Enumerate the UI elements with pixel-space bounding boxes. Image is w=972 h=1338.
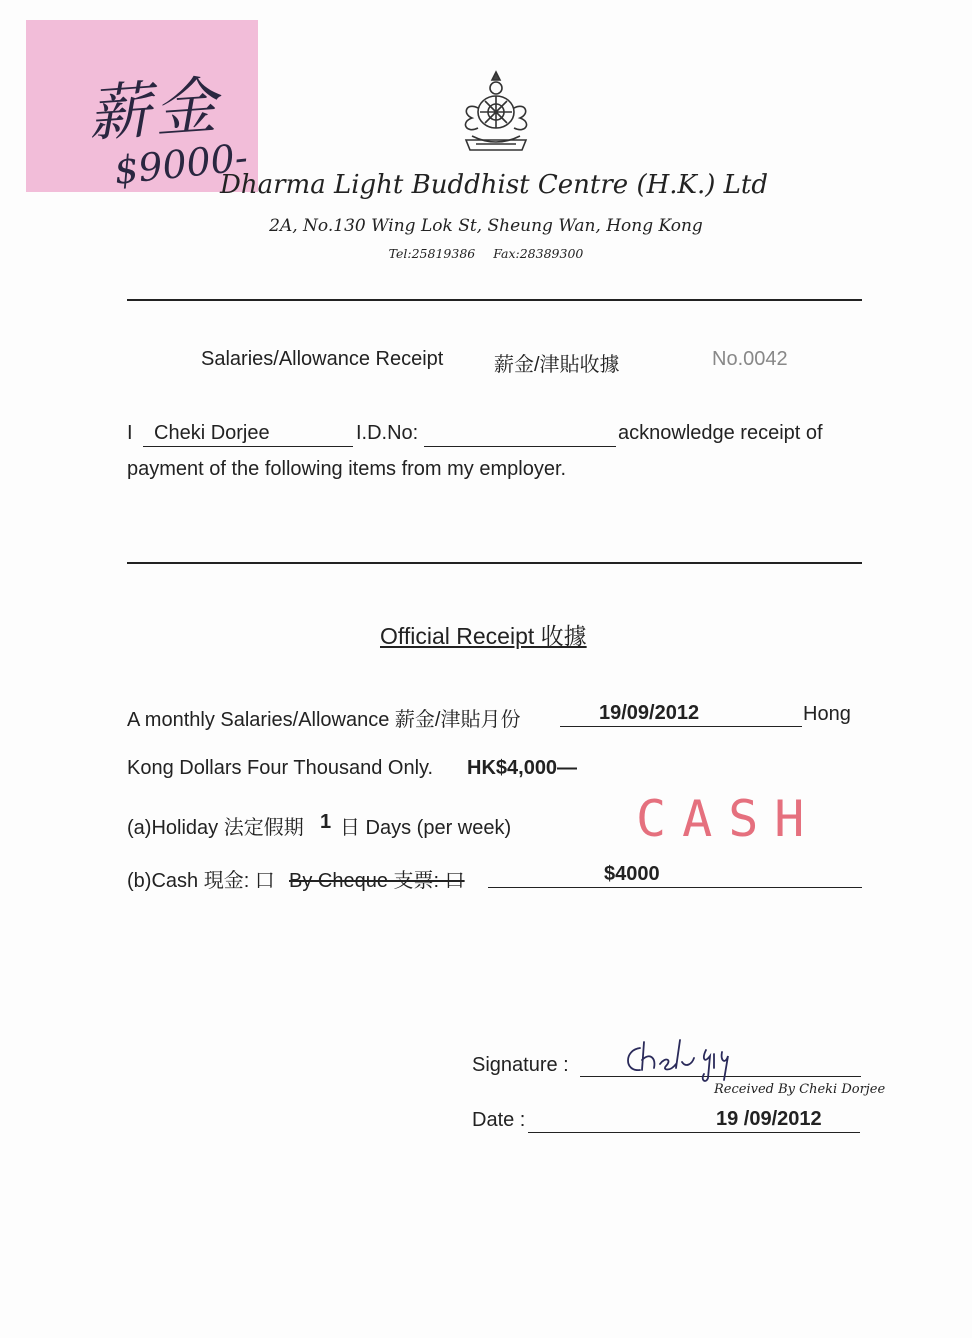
monthly-label: A monthly Salaries/Allowance 薪金/津貼月份 [127, 709, 521, 731]
cash-label: (b)Cash 現金: 口 [127, 870, 275, 892]
holiday-after: 日 Days (per week) [340, 817, 512, 839]
company-contact: Tel:25819386 Fax:28389300 [388, 246, 584, 261]
sticky-note [26, 20, 258, 192]
dharma-wheel-emblem-icon [452, 68, 540, 156]
sticky-note-line1: 薪金 [85, 68, 223, 151]
section-divider [127, 562, 862, 564]
receipt-title-cn: 薪金/津貼收據 [494, 354, 620, 376]
header-divider [127, 299, 862, 301]
ack-line2: payment of the following items from my employer. [127, 458, 567, 480]
id-label: I.D.No: [356, 422, 419, 444]
receipt-number: No.0042 [712, 348, 788, 370]
company-address: 2A, No.130 Wing Lok St, Sheung Wan, Hong Kong [269, 216, 703, 236]
employee-name: Cheki Dorjee [154, 422, 270, 444]
monthly-after: Hong [803, 703, 851, 725]
date-label: Date : [472, 1109, 526, 1131]
receipt-title: Salaries/Allowance Receipt [201, 348, 444, 370]
monthly-date: 19/09/2012 [599, 702, 700, 724]
holiday-before: (a)Holiday 法定假期 [127, 817, 304, 839]
official-receipt-title: Official Receipt 收據 [380, 623, 587, 649]
cash-amount-field[interactable] [488, 866, 862, 888]
ack-prefix: I [127, 422, 133, 444]
cheque-label: By Cheque 支票: 口 [289, 870, 465, 892]
id-field[interactable] [424, 424, 616, 447]
signature-label: Signature : [472, 1054, 569, 1076]
date-value: 19 /09/2012 [716, 1108, 822, 1130]
received-by: Received By Cheki Dorjee [714, 1082, 886, 1097]
holiday-days: 1 [320, 811, 332, 833]
cash-amount: $4000 [604, 863, 660, 885]
amount-figure: HK$4,000— [467, 757, 578, 779]
cash-stamp: CASH [636, 790, 821, 848]
ack-suffix: acknowledge receipt of [618, 422, 823, 444]
handwritten-signature [610, 1034, 770, 1084]
company-name: Dharma Light Buddhist Centre (H.K.) Ltd [220, 170, 768, 200]
sticky-note-line2: $9000- [112, 135, 250, 193]
amount-words: Kong Dollars Four Thousand Only. [127, 757, 434, 779]
